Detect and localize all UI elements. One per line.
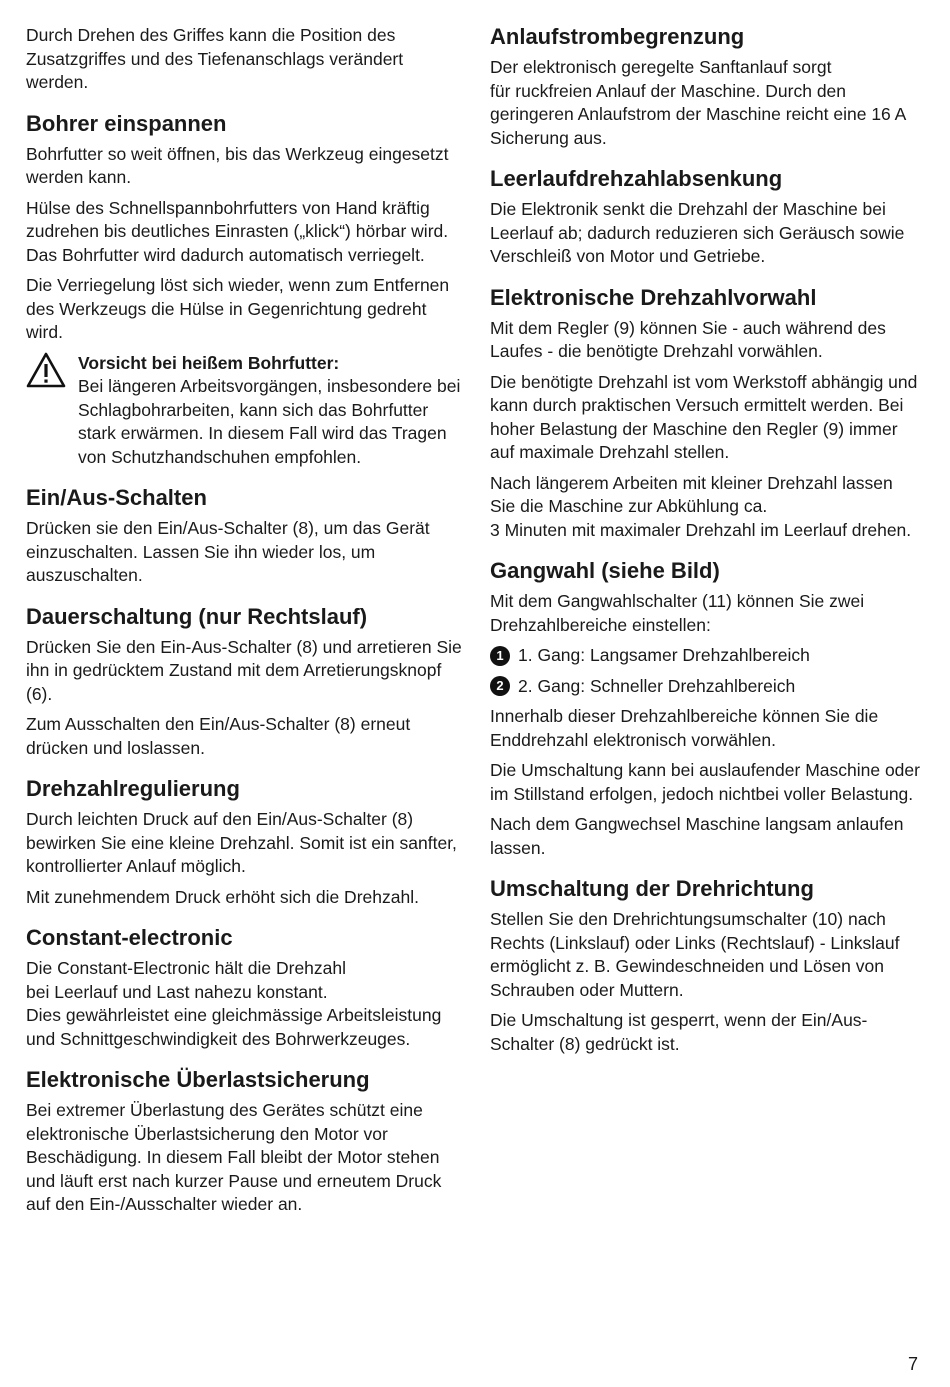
paragraph: Innerhalb dieser Drehzahlbereiche können Sie die Enddrehzahl elektronisch vorwählen.: [490, 706, 879, 750]
text-line: bei Leerlauf und Last nahezu konstant.: [26, 981, 328, 1002]
paragraph: Die Elektronik senkt die Drehzahl der Maschine bei Leerlauf ab; dadurch reduzieren sich Geräusch sowie Verschleiß von Motor und Getriebe.: [490, 199, 905, 266]
paragraph: Mit zunehmendem Druck erhöht sich die Drehzahl.: [26, 886, 419, 907]
paragraph: Stellen Sie den Drehrichtungsumschalter (10) nach Rechts (Linkslauf) oder Links (Rechtslauf) - Linkslauf ermöglicht z. B. Gewindeschneiden und Lösen von Schrauben oder Muttern.: [490, 909, 900, 1000]
heading-leerlaufdrehzahlabsenkung: Leerlaufdrehzahlabsenkung: [490, 166, 783, 191]
paragraph: Bohrfutter so weit öffnen, bis das Werkzeug eingesetzt werden kann.: [26, 143, 449, 187]
paragraph: Bei extremer Überlastung des Gerätes schützt eine elektronische Überlastsicherung den Motor vor Beschädigung. In diesem Fall bleibt der Motor stehen und läuft erst nach kurzer Pause und erneutem Druck auf den Ein-/Ausschalter wieder an.: [26, 1100, 442, 1214]
heading-anlaufstrombegrenzung: Anlaufstrombegrenzung: [490, 24, 745, 49]
heading-umschaltung-drehrichtung: Umschaltung der Drehrichtung: [490, 876, 814, 901]
warning-block: [26, 352, 466, 470]
warning-title: Vorsicht bei heißem Bohrfutter:: [78, 352, 340, 373]
paragraph: Mit dem Regler (9) können Sie - auch während des Laufes - die benötigte Drehzahl vorwählen.: [490, 317, 886, 361]
number-badge-2: 2: [490, 676, 510, 696]
heading-drehzahlvorwahl: Elektronische Drehzahlvorwahl: [490, 284, 817, 310]
text-line: für ruckfreien Anlauf der Maschine. Durch den geringeren Anlaufstrom der Maschine reicht eine 16 A Sicherung aus.: [490, 80, 906, 148]
paragraph: [490, 472, 920, 543]
text-line: Der elektronisch geregelte Sanftanlauf sorgt: [490, 57, 832, 77]
page-number: 7: [907, 1354, 918, 1374]
paragraph: Die Umschaltung kann bei auslaufender Maschine oder im Stillstand erfolgen, jedoch nichtbei voller Belastung.: [490, 760, 920, 804]
text-line: Die Constant-Electronic hält die Drehzahl: [26, 958, 347, 978]
intro-paragraph: Durch Drehen des Griffes kann die Position des Zusatzgriffes und des Tiefenanschlags verändert werden.: [26, 25, 404, 92]
gear-2-item: [490, 675, 920, 699]
warning-body: Bei längeren Arbeitsvorgängen, insbesondere bei Schlagbohrarbeiten, kann sich das Bohrfutter stark erwärmen. In diesem Fall wird das Tragen von Schutzhandschuhen empfohlen.: [78, 376, 461, 467]
paragraph: Drücken Sie den Ein-Aus-Schalter (8) und arretieren Sie ihn in gedrücktem Zustand mit dem Arretierungsknopf (6).: [26, 636, 462, 704]
paragraph: Die Umschaltung ist gesperrt, wenn der Ein/Aus-Schalter (8) gedrückt ist.: [490, 1010, 868, 1054]
paragraph: Die Verriegelung löst sich wieder, wenn zum Entfernen des Werkzeugs die Hülse in Gegenrichtung gedreht wird.: [26, 275, 450, 342]
heading-bohrer-einspannen: Bohrer einspannen: [26, 110, 227, 136]
warning-text: [78, 352, 466, 470]
heading-drehzahlregulierung: Drehzahlregulierung: [26, 776, 240, 801]
gear-1-item: [490, 644, 920, 668]
paragraph: Drücken sie den Ein/Aus-Schalter (8), um das Gerät einzuschalten. Lassen Sie ihn wieder los, um auszuschalten.: [26, 518, 430, 585]
warning-triangle-icon: [26, 352, 66, 388]
heading-ueberlastsicherung: Elektronische Überlastsicherung: [26, 1067, 370, 1092]
text-line: Nach längerem Arbeiten mit kleiner Drehzahl lassen Sie die Maschine zur Abkühlung ca.: [490, 472, 893, 516]
paragraph: Hülse des Schnellspannbohrfutters von Hand kräftig zudrehen bis deutliches Einrasten („klick“) hörbar wird. Das Bohrfutter wird dadurch automatisch verriegelt.: [26, 197, 449, 265]
heading-gangwahl: Gangwahl (siehe Bild): [490, 558, 720, 583]
heading-dauerschaltung: Dauerschaltung (nur Rechtslauf): [26, 603, 368, 629]
heading-ein-aus-schalten: Ein/Aus-Schalten: [26, 485, 207, 510]
paragraph: Die benötigte Drehzahl ist vom Werkstoff abhängig und kann durch praktischen Versuch ermittelt werden. Bei hoher Belastung der Maschine den Regler (9) immer auf maximale Drehzahl stellen.: [490, 371, 918, 462]
heading-constant-electronic: Constant-electronic: [26, 925, 233, 950]
paragraph: [26, 957, 466, 1051]
paragraph: Nach dem Gangwechsel Maschine langsam anlaufen lassen.: [490, 814, 904, 858]
text-line: 3 Minuten mit maximaler Drehzahl im Leerlauf drehen.: [490, 519, 912, 540]
paragraph: [490, 56, 920, 150]
paragraph: Mit dem Gangwahlschalter (11) können Sie zwei Drehzahlbereiche einstellen:: [490, 591, 865, 635]
paragraph: Zum Ausschalten den Ein/Aus-Schalter (8) erneut drücken und loslassen.: [26, 714, 411, 758]
right-column: [490, 24, 920, 1063]
left-column: [26, 24, 466, 1224]
number-badge-1: 1: [490, 646, 510, 666]
gear-1-text: 1. Gang: Langsamer Drehzahlbereich: [518, 645, 810, 665]
gear-2-text: 2. Gang: Schneller Drehzahlbereich: [518, 675, 796, 696]
paragraph: Durch leichten Druck auf den Ein/Aus-Schalter (8) bewirken Sie eine kleine Drehzahl. Somit ist ein sanfter, kontrollierter Anlauf möglich.: [26, 809, 457, 876]
text-line: Dies gewährleistet eine gleichmässige Arbeitsleistung und Schnittgeschwindigkeit des Bohrwerkzeuges.: [26, 1005, 442, 1049]
